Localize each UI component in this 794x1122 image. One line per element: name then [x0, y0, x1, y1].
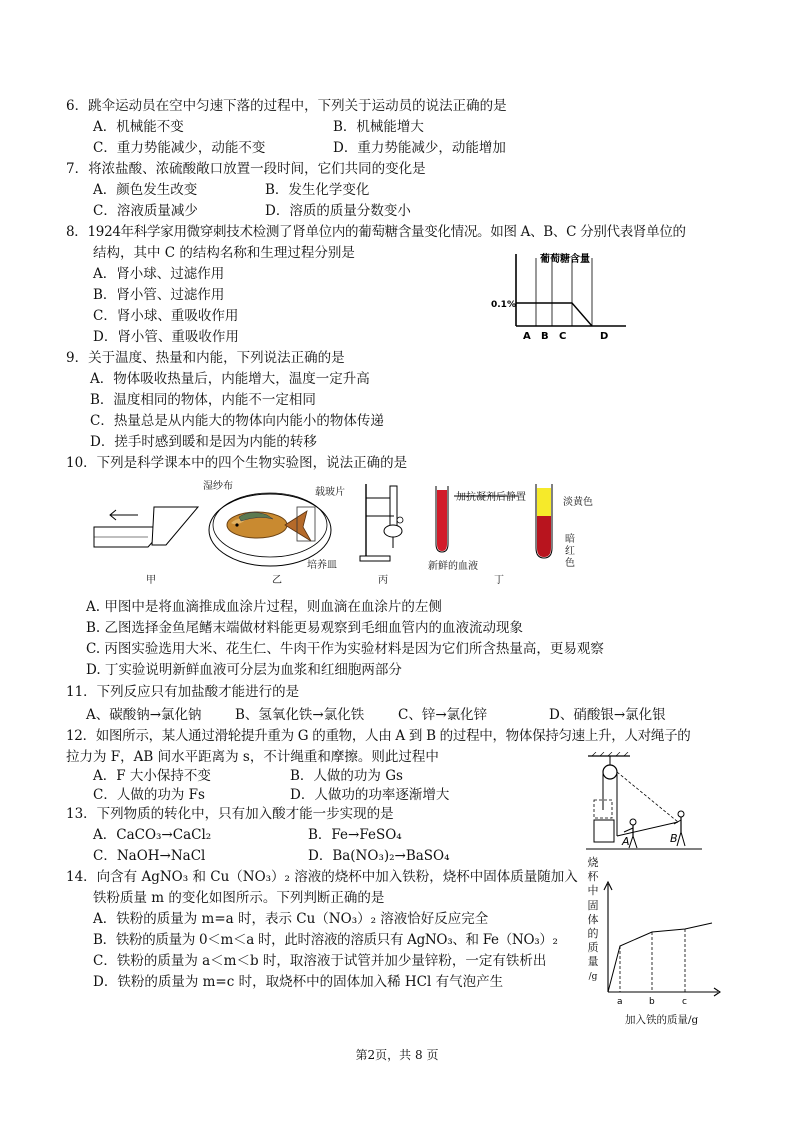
solid-mass-chart	[600, 880, 722, 1020]
q7-option-c: C．溶液质量减少	[93, 203, 198, 219]
q14-option-c: C．铁粉的质量为 a＜m＜b 时，取溶液于试管并加少量锌粉，一定有铁析出	[93, 953, 547, 969]
fig-label-dish: 培养皿	[307, 560, 337, 571]
q12-stem-line1: 12．如图所示，某人通过滑轮提升重为 G 的重物，人由 A 到 B 的过程中，物体保持匀速上升，人对绳子的	[66, 728, 691, 744]
tick-a: a	[617, 997, 623, 1007]
glucose-chart-title: 葡萄糖含量	[540, 254, 590, 265]
blood-smear-figure	[90, 495, 205, 557]
glucose-chart-label-c: C	[559, 331, 567, 342]
q10-option-a: A. 甲图中是将血滴推成血涂片过程，则血滴在血涂片的左侧	[86, 599, 442, 615]
fig-label-yellow: 淡黄色	[563, 497, 593, 508]
fig-label-gauze: 湿纱布	[203, 481, 233, 492]
q13-option-a: A．CaCO₃→CaCl₂	[93, 827, 212, 843]
q9-stem: 9．关于温度、热量和内能，下列说法正确的是	[66, 350, 345, 366]
q13-stem: 13．下列物质的转化中，只有加入酸才能一步实现的是	[66, 806, 394, 822]
q11-option-a: A、碳酸钠→氯化钠	[86, 707, 202, 723]
q10-option-d: D. 丁实验说明新鲜血液可分层为血浆和红细胞两部分	[86, 662, 402, 678]
q8-option-b: B．肾小管、过滤作用	[93, 287, 225, 303]
solid-mass-chart-ylabel: 烧 杯 中 固 体 的 质 量 /g	[587, 856, 599, 982]
q6-option-b: B．机械能增大	[333, 119, 424, 135]
pulley-label-b: B	[670, 832, 678, 845]
q10-option-c: C. 丙图实验选用大米、花生仁、牛肉干作为实验材料是因为它们所含热量高，更易观察	[86, 641, 604, 657]
q7-option-b: B．发生化学变化	[265, 182, 370, 198]
q9-option-d: D．搓手时感到暖和是因为内能的转移	[90, 434, 317, 450]
q7-option-d: D．溶质的质量分数变小	[265, 203, 411, 219]
glucose-chart-label-d: D	[600, 331, 609, 342]
q7-stem: 7．将浓盐酸、浓硫酸敞口放置一段时间，它们共同的变化是	[66, 161, 426, 177]
q12-option-c: C．人做的功为 Fs	[93, 787, 205, 803]
glucose-chart-level: 0.1%	[491, 300, 516, 310]
q14-option-a: A．铁粉的质量为 m=a 时，表示 Cu（NO₃）₂ 溶液恰好反应完全	[93, 911, 489, 927]
pulley-figure	[586, 752, 702, 850]
combustion-stand-figure	[356, 476, 416, 566]
q8-option-a: A．肾小球、过滤作用	[93, 266, 225, 282]
q11-option-d: D、硝酸银→氯化银	[549, 707, 666, 723]
q11-option-c: C、锌→氯化锌	[398, 707, 488, 723]
fig-label-red: 红	[565, 546, 575, 557]
fig-label-anticoag: 加抗凝剂后静置	[456, 492, 526, 503]
q12-option-d: D．人做功的功率逐渐增大	[290, 787, 450, 803]
q9-option-b: B．温度相同的物体，内能不一定相同	[90, 392, 316, 408]
glucose-chart-label-b: B	[541, 331, 549, 342]
q7-option-a: A．颜色发生改变	[93, 182, 198, 198]
fig-label-color: 色	[565, 558, 575, 569]
q9-option-a: A．物体吸收热量后，内能增大，温度一定升高	[90, 371, 370, 387]
q11-option-b: B、氢氧化铁→氯化铁	[235, 707, 365, 723]
fig-label-blood: 新鲜的血液	[428, 561, 478, 572]
q14-option-b: B．铁粉的质量为 0＜m＜a 时，此时溶液的溶质只有 AgNO₃、和 Fe（NO₃）₂	[93, 932, 558, 948]
pulley-wheel	[603, 765, 617, 779]
fig-label-slide: 载玻片	[315, 487, 345, 498]
q6-stem: 6．跳伞运动员在空中匀速下落的过程中，下列关于运动员的说法正确的是	[66, 98, 507, 114]
figure-label-yi: 乙	[272, 575, 282, 586]
glucose-chart	[488, 248, 638, 344]
q8-stem-line1: 8．1924年科学家用微穿刺技术检测了肾单位内的葡萄糖含量变化情况。如图 A、B、C 分别代表肾单位的	[66, 224, 686, 240]
glucose-chart-label-a: A	[523, 331, 531, 342]
q9-option-c: C．热量总是从内能大的物体向内能小的物体传递	[90, 413, 384, 429]
q8-option-d: D．肾小管、重吸收作用	[93, 329, 239, 345]
q8-option-c: C．肾小球、重吸收作用	[93, 308, 239, 324]
q14-option-d: D．铁粉的质量为 m=c 时，取烧杯中的固体加入稀 HCl 有气泡产生	[93, 974, 504, 990]
figure-label-bing: 丙	[378, 575, 388, 586]
q11-stem: 11．下列反应只有加盐酸才能进行的是	[66, 684, 300, 700]
q14-stem-line1: 14．向含有 AgNO₃ 和 Cu（NO₃）₂ 溶液的烧杯中加入铁粉，烧杯中固体质量随加入	[66, 869, 578, 885]
q13-option-c: C．NaOH→NaCl	[93, 848, 206, 864]
page-footer: 第2页，共 8 页	[355, 1048, 439, 1062]
solid-mass-chart-xlabel: 加入铁的质量/g	[625, 1014, 699, 1026]
figure-label-jia: 甲	[146, 575, 156, 586]
figure-label-ding: 丁	[494, 575, 504, 586]
q14-stem-line2: 铁粉质量 m 的变化如图所示。下列判断正确的是	[93, 890, 385, 906]
q6-option-d: D．重力势能减少，动能增加	[333, 140, 506, 156]
tick-b: b	[649, 997, 655, 1007]
q13-option-b: B．Fe→FeSO₄	[308, 827, 402, 843]
q12-option-a: A．F 大小保持不变	[93, 768, 211, 784]
q8-stem-line2: 结构，其中 C 的结构名称和生理过程分别是	[93, 245, 355, 261]
q13-option-d: D．Ba(NO₃)₂→BaSO₄	[308, 848, 450, 864]
fig-label-dark: 暗	[565, 534, 575, 545]
q10-stem: 10．下列是科学课本中的四个生物实验图，说法正确的是	[66, 455, 408, 471]
q6-option-a: A．机械能不变	[93, 119, 184, 135]
q6-option-c: C．重力势能减少，动能不变	[93, 140, 266, 156]
q12-option-b: B．人做的功为 Gs	[290, 768, 403, 784]
q10-option-b: B. 乙图选择金鱼尾鳍末端做材料能更易观察到毛细血管内的血液流动现象	[86, 620, 524, 636]
tick-c: c	[682, 997, 687, 1007]
solid-mass-curve	[608, 923, 712, 992]
q12-stem-line2: 拉力为 F，AB 间水平距离为 s，不计绳重和摩擦。则此过程中	[66, 749, 439, 765]
layered-blood-tube	[530, 478, 560, 564]
pulley-label-a: A	[622, 835, 630, 848]
